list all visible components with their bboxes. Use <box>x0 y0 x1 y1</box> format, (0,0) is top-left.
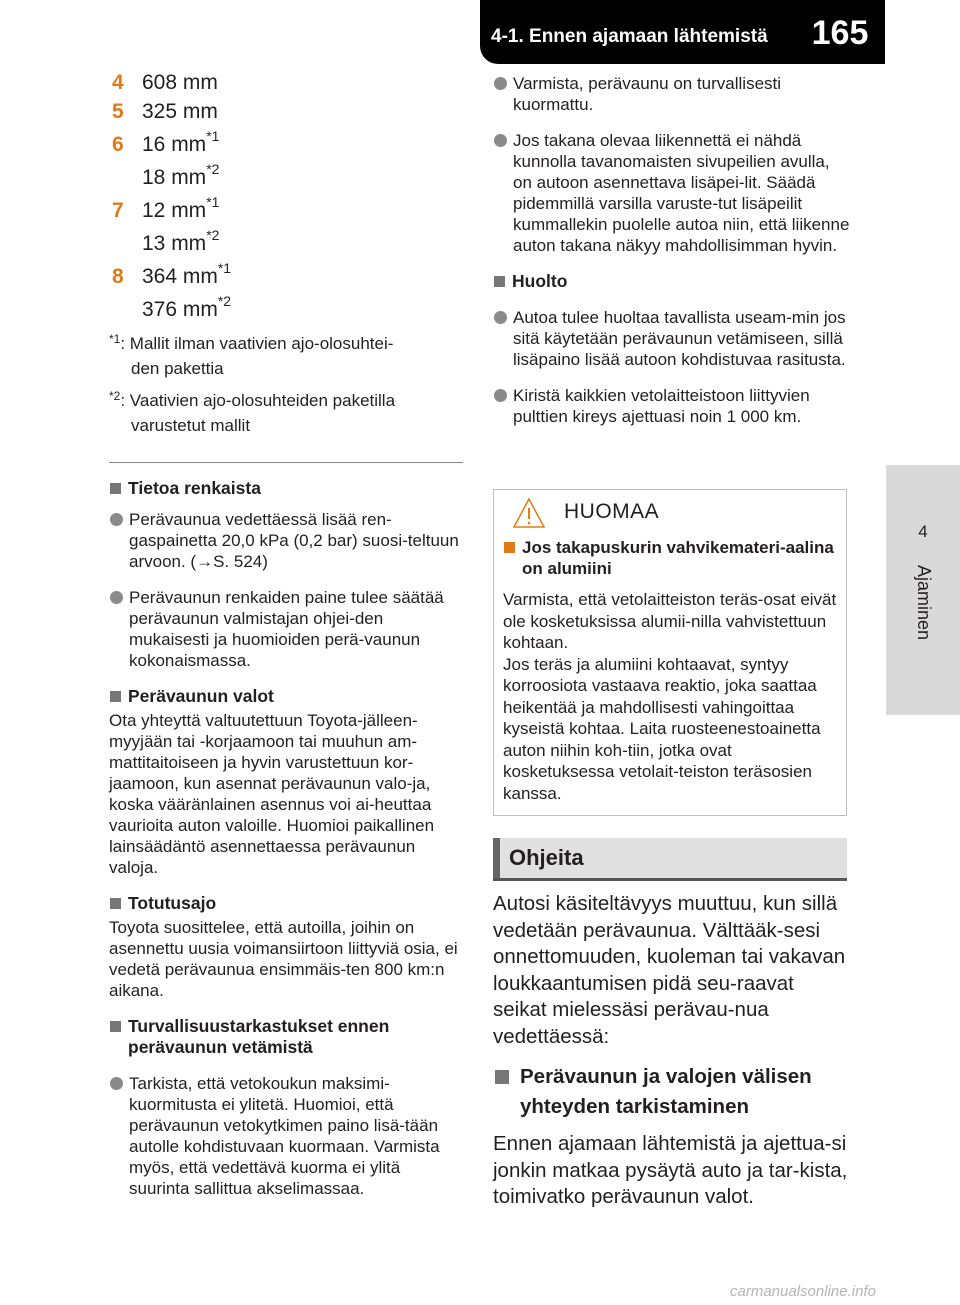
dimension-value: 12 mm <box>142 199 207 222</box>
bullet-text: Autoa tulee huoltaa tavallista useam-min jos sitä käytetään perävaunun vetämiseen, sillä lisäpaino lisää autoon kohdistuvaa rasitusta. <box>513 308 846 369</box>
dimension-row <box>97 97 467 126</box>
dimension-number: 4 <box>112 71 124 94</box>
footnote <box>97 332 467 381</box>
tips-heading <box>493 1062 853 1122</box>
footnote-text: varustetut mallit <box>131 416 251 435</box>
footnote-mark: *2 <box>109 389 121 403</box>
chapter-label: Ajaminen <box>914 565 934 641</box>
footnote <box>97 389 467 438</box>
footnote-mark: *1 <box>206 128 220 144</box>
notice-box <box>493 489 847 816</box>
bullet-icon <box>110 513 123 526</box>
tips-header <box>493 838 847 881</box>
bullet-icon <box>494 134 507 147</box>
bullet-icon <box>110 591 123 604</box>
section-heading: Perävaunun valot <box>109 686 463 707</box>
bullet-item <box>493 73 850 115</box>
paragraph: Toyota suosittelee, että autoilla, joihin on asennettu uusia voimansiirtoon liittyviä osia, ei vedetä perävaunua ensimmäis-ten 800 km:n aikana. <box>109 918 458 1000</box>
divider <box>109 462 463 463</box>
bullet-item <box>493 385 850 427</box>
footnote-mark: *1 <box>206 194 220 210</box>
warning-icon <box>512 497 546 529</box>
bullet-icon <box>494 77 507 90</box>
section-title: 4-1. Ennen ajamaan lähtemistä <box>491 26 768 47</box>
bullet-item <box>109 509 463 572</box>
dimension-value: 364 mm <box>142 265 218 288</box>
bullet-text: Varmista, perävaunu on turvallisesti kuormattu. <box>513 74 782 114</box>
dimension-row <box>97 196 467 225</box>
dimension-row <box>97 130 467 159</box>
bullet-icon <box>494 389 507 402</box>
dimension-value: 13 mm <box>142 232 207 255</box>
bullet-item <box>109 587 463 671</box>
bullet-text: Kiristä kaikkien vetolaitteistoon liittyvien pulttien kireys ajettuasi noin 1 000 km. <box>513 386 810 426</box>
bullet-text: Jos takana olevaa liikennettä ei nähdä kunnolla tavanomaisten sivupeilien avulla, on autoon asennettava lisäpei-lit. Säädä pidemmillä varsilla varuste-tut lisäpeilit kummallekin puolelle autoa niin, että liikenne auton takana näkyy mahdollisimman hyvin. <box>513 131 850 255</box>
dimension-number: 6 <box>112 133 124 156</box>
right-column <box>493 73 850 427</box>
bullet-text: Perävaunun renkaiden paine tulee säätää perävaunun valmistajan ohjei-den mukaisesti ja huomioiden perä-vaunun kokonaismassa. <box>129 588 444 670</box>
bullet-icon <box>494 311 507 324</box>
footnote-mark: *2 <box>217 293 232 309</box>
footnote-mark: *1 <box>217 260 232 276</box>
tips-intro: Autosi käsiteltävyys muuttuu, kun sillä vedetään perävaunua. Välttääk-sesi onnettomuuden, kuoleman tai vakavan loukkaantumisen pidä seu-raavat seikat mielessäsi perävau-nua vedettäessä: <box>493 892 846 1048</box>
bullet-icon <box>110 1077 123 1090</box>
tips-heading-line: Perävaunun ja valojen välisen <box>520 1065 812 1088</box>
dimension-number: 8 <box>112 265 124 288</box>
footnote-text: den pakettia <box>131 359 224 378</box>
section-heading: Totutusajo <box>109 893 463 914</box>
dimension-value: 16 mm <box>142 133 207 156</box>
bullet-item <box>493 130 850 256</box>
footnote-text: : Mallit ilman vaativien ajo-olosuhtei- <box>120 334 394 353</box>
tips-heading-line: yhteyden tarkistaminen <box>520 1095 749 1118</box>
dimension-value: 18 mm <box>142 166 207 189</box>
footnote-mark: *2 <box>206 161 220 177</box>
dimension-value: 325 mm <box>142 100 218 123</box>
left-column <box>97 68 467 1199</box>
tips-header-bar <box>493 838 500 878</box>
dimension-row <box>97 68 467 97</box>
dimension-row <box>97 229 467 258</box>
notice-heading: Jos takapuskurin vahvikemateri-aalina on alumiini <box>503 537 839 579</box>
chapter-number: 4 <box>918 522 928 541</box>
section-heading: Huolto <box>493 271 850 292</box>
watermark: carmanualsonline.info <box>730 1283 876 1300</box>
dimension-value: 608 mm <box>142 71 218 94</box>
footnote-mark: *1 <box>109 332 121 346</box>
footnote-text: : Vaativien ajo-olosuhteiden paketilla <box>120 391 396 410</box>
notice-body <box>503 537 839 804</box>
notice-title: HUOMAA <box>564 500 660 523</box>
notice-text: Varmista, että vetolaitteiston teräs-osat eivät ole kosketuksissa alumii-nilla vahvistettuun kohtaan. <box>503 590 837 652</box>
bullet-item <box>109 1073 463 1199</box>
notice-text: Jos teräs ja alumiini kohtaavat, syntyy korroosiota vastaava reaktio, joka saattaa heikentää ja mahdollisesti vahingoittaa kyseistä kohtaa. Laita ruosteenestoainetta auton niihin koh-tiin, jotka ovat kosketuksessa vetolait-teiston teräsosien kanssa. <box>503 654 821 803</box>
dimension-row <box>97 295 467 324</box>
bullet-item <box>493 307 850 370</box>
dimension-row <box>97 163 467 192</box>
dimension-number: 7 <box>112 199 124 222</box>
paragraph: Ota yhteyttä valtuutettuun Toyota-jälleen-myyjään tai -korjaamoon tai muuhun am-mattitaitoiseen ja hyvin varustettuun kor-jaamoon, kun asennat perävaunun valo-ja, koska vääränlainen asennus voi ai-heuttaa vaurioita auton valoille. Huomioi paikallinen lainsäädäntö asennettaessa perävaunun valoja. <box>109 711 435 877</box>
chapter-side-tab[interactable] <box>886 465 960 715</box>
dimension-value: 376 mm <box>142 298 218 321</box>
dimension-number: 5 <box>112 100 124 123</box>
left-text-block <box>97 478 463 1199</box>
bullet-text: Perävaunua vedettäessä lisää ren-gaspainetta 20,0 kPa (0,2 bar) suosi-teltuun arvoon. (→S. 524) <box>129 510 459 571</box>
tips-body: Ennen ajamaan lähtemistä ja ajettua-si jonkin matkaa pysäytä auto ja tar-kista, toimivatko perävaunun valot. <box>493 1132 848 1208</box>
section-heading: Turvallisuustarkastukset ennen perävaunun vetämistä <box>109 1016 463 1058</box>
tips-title: Ohjeita <box>509 845 584 870</box>
footnote-mark: *2 <box>206 227 220 243</box>
section-heading: Tietoa renkaista <box>109 478 463 499</box>
page-number: 165 <box>811 14 869 52</box>
bullet-text: Tarkista, että vetokoukun maksimi-kuormitusta ei ylitetä. Huomioi, että perävaunun vetokytkimen paino lisä-tään autolle kohdistuvaan kuormaan. Varmista myös, että vedettävä kuorma ei ylitä suurinta sallittua akselimassaa. <box>129 1074 440 1198</box>
dimension-row <box>97 262 467 291</box>
